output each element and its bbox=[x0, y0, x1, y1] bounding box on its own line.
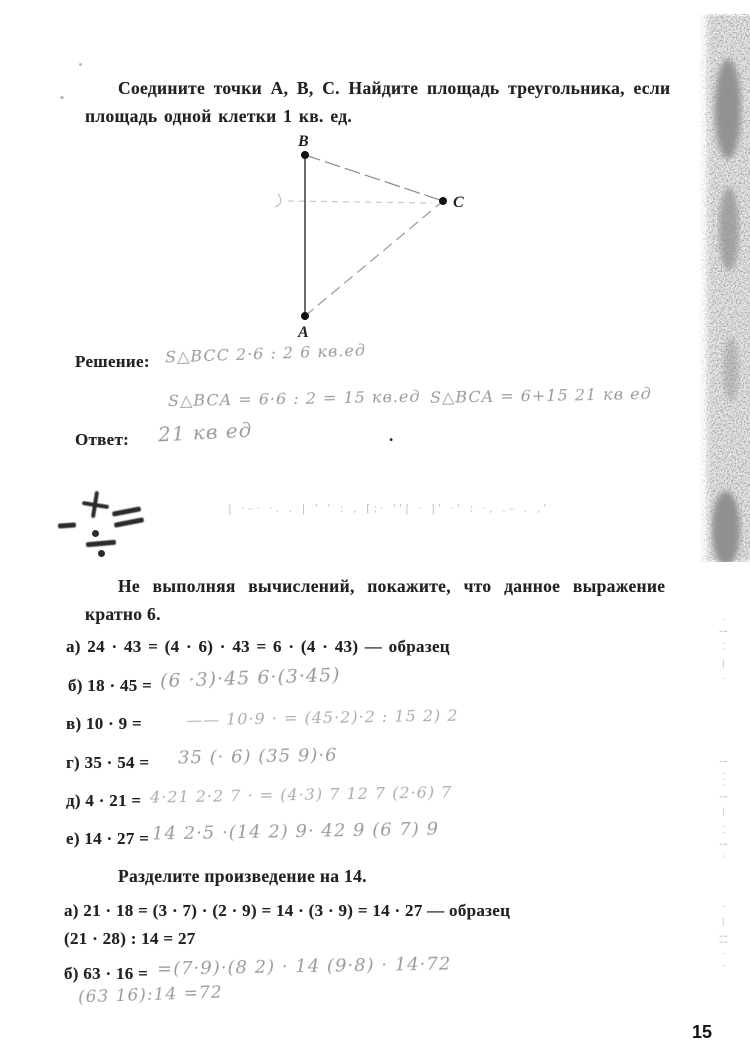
item-e-handwriting: 14 2·5 ·(14 2) 9· 42 9 (6 7) 9 bbox=[151, 818, 440, 845]
item-b-handwriting: (6 ·3)·45 6·(3·45) bbox=[159, 663, 341, 693]
margin-vertical-text: · — ¦¦ · · bbox=[718, 905, 728, 971]
problem2-line1: Не выполняя вычислений, покажите, что данное выражение bbox=[118, 576, 666, 596]
side-AC bbox=[305, 201, 443, 316]
edge-fade bbox=[698, 14, 712, 562]
divide-icon bbox=[98, 550, 105, 557]
point-A-label: A bbox=[298, 324, 309, 341]
bleed-through-text: | ·–· ·. . | ' ' : , [;· ''| · |' ·' : ·, .– . ,' bbox=[228, 502, 550, 515]
problem2-line2: кратно 6. bbox=[85, 604, 161, 624]
answer-label: Ответ: bbox=[75, 430, 130, 449]
page-number: 15 bbox=[692, 1022, 713, 1042]
item-a-print: а) 24 · 43 = (4 · 6) · 43 = 6 · (4 · 43) — образец bbox=[66, 637, 450, 656]
problem1-line2: площадь одной клетки 1 кв. ед. bbox=[85, 106, 353, 126]
divide-icon bbox=[92, 530, 99, 537]
point-A-dot bbox=[301, 312, 309, 320]
item-e-print: е) 14 · 27 = bbox=[66, 829, 150, 848]
item-v-handwriting: —— 10·9 · = (45·2)·2 : 15 2) 2 bbox=[185, 705, 459, 730]
point-C-dot bbox=[439, 197, 447, 205]
point-B-dot bbox=[301, 151, 309, 159]
item-v-print: в) 10 · 9 = bbox=[66, 714, 142, 733]
solution-handwriting-2b: S△BCA = 6+15 21 кв ед bbox=[429, 384, 652, 407]
side-BC bbox=[305, 155, 443, 201]
scan-speck bbox=[79, 63, 82, 66]
problem3-b-print: б) 63 · 16 = bbox=[64, 964, 149, 983]
pencil-mark bbox=[275, 194, 281, 207]
answer-period: . bbox=[389, 426, 394, 445]
solution-handwriting-1: S△BCC 2·6 : 2 6 кв.ед bbox=[164, 340, 367, 367]
divide-icon bbox=[86, 540, 116, 548]
item-g-print: г) 35 · 54 = bbox=[66, 753, 150, 772]
point-C-label: C bbox=[453, 194, 464, 211]
problem3-b-handwriting-2: (63 16):14 =72 bbox=[77, 982, 223, 1008]
item-d-handwriting: 4·21 2·2 7 · = (4·3) 7 12 7 (2·6) 7 bbox=[149, 782, 453, 807]
problem3-title: Разделите произведение на 14. bbox=[118, 866, 367, 886]
equals-icon bbox=[114, 517, 144, 528]
margin-vertical-text: · ¦ ·· — · bbox=[718, 618, 728, 683]
problem3-b-handwriting-1: =(7·9)·(8 2) · 14 (9·8) · 14·72 bbox=[156, 953, 452, 980]
scan-speck bbox=[60, 96, 64, 99]
item-b-print: б) 18 · 45 = bbox=[68, 676, 153, 695]
answer-handwriting: 21 кв ед bbox=[157, 417, 253, 447]
triangle-figure bbox=[230, 130, 530, 345]
faint-midline bbox=[288, 201, 432, 203]
problem3-a-line1: а) 21 · 18 = (3 · 7) · (2 · 9) = 14 · (3 · 9) = 14 · 27 — образец bbox=[64, 901, 511, 920]
item-d-print: д) 4 · 21 = bbox=[66, 791, 142, 810]
point-B-label: B bbox=[298, 133, 309, 150]
problem3-a-line2: (21 · 28) : 14 = 27 bbox=[64, 929, 196, 948]
solution-handwriting-2a: S△BCA = 6·6 : 2 = 15 кв.ед bbox=[167, 386, 421, 411]
margin-vertical-text: ¦ ··· ¦ — ·· ¦ · bbox=[718, 760, 728, 861]
solution-label: Решение: bbox=[75, 352, 150, 371]
minus-icon bbox=[58, 522, 76, 528]
equals-icon bbox=[112, 506, 141, 516]
scan-edge-strip bbox=[698, 14, 750, 562]
problem1-line1: Соедините точки А, В, С. Найдите площадь треугольника, если bbox=[118, 78, 671, 98]
item-g-handwriting: 35 (· 6) (35 9)·6 bbox=[177, 744, 338, 769]
